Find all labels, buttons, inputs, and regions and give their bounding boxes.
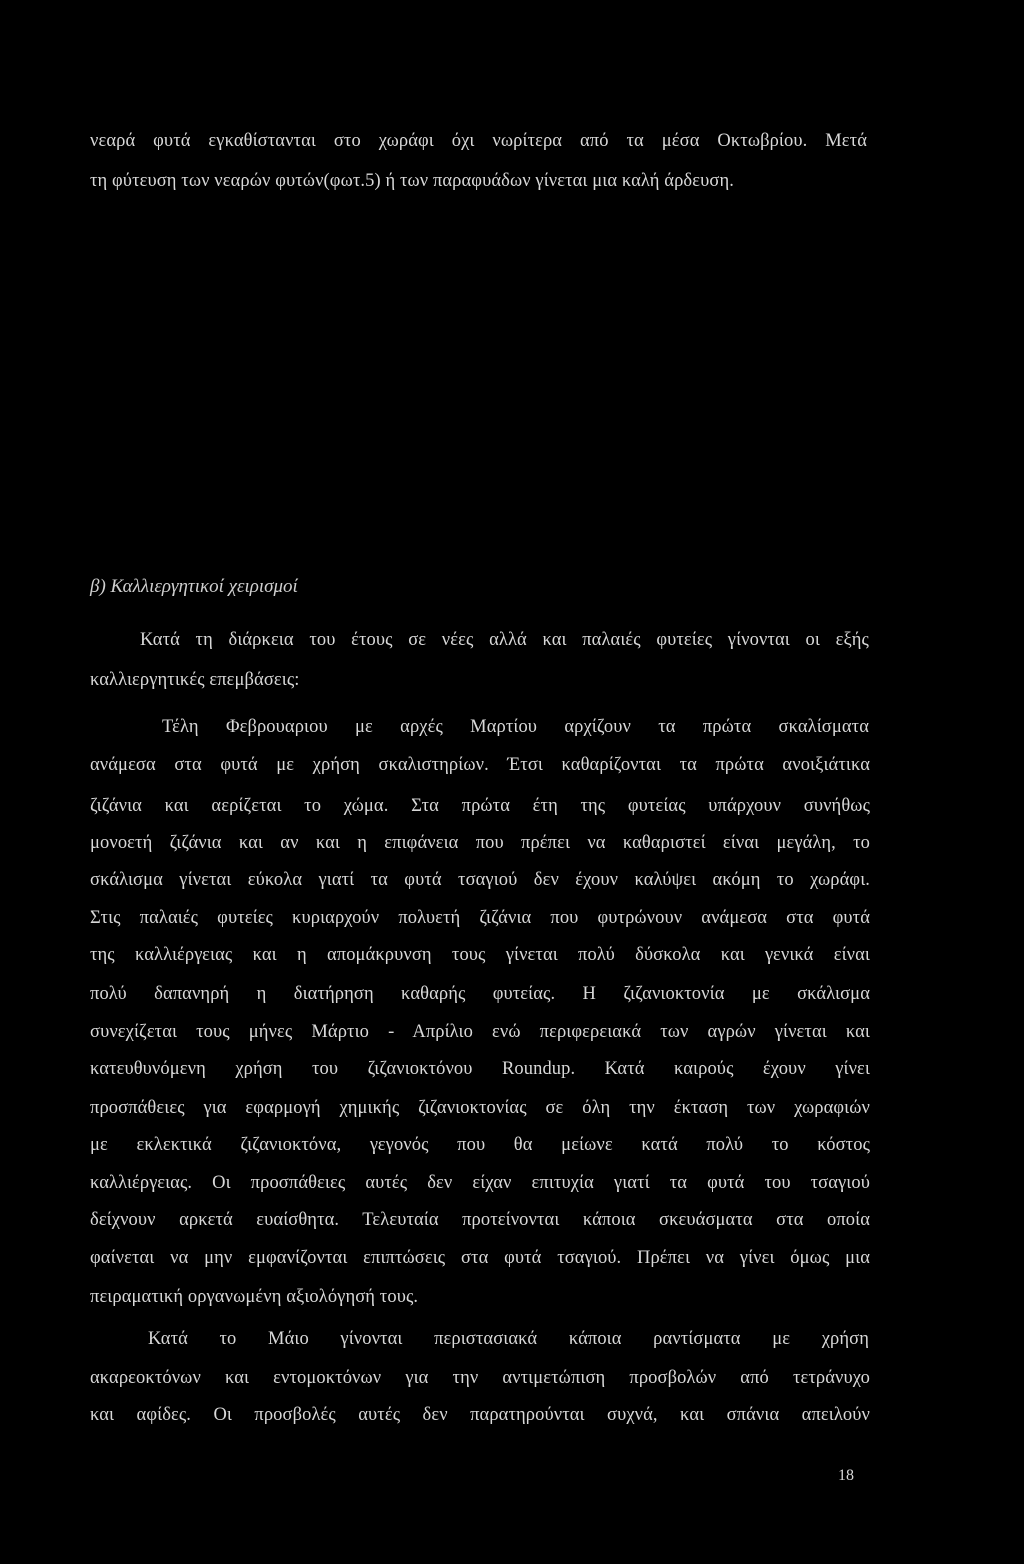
text-line: πολύ δαπανηρή η διατήρηση καθαρής φυτείας. Η ζιζανιοκτονία με σκάλισμα (90, 984, 870, 1004)
text-line: καλλιεργητικές επεμβάσεις: (90, 670, 300, 690)
text-line: Στις παλαιές φυτείες κυριαρχούν πολυετή ζιζάνια που φυτρώνουν ανάμεσα στα φυτά (90, 908, 870, 928)
text-line: συνεχίζεται τους μήνες Μάρτιο - Απρίλιο ενώ περιφερειακά των αγρών γίνεται και (90, 1022, 870, 1042)
text-line: ανάμεσα στα φυτά με χρήση σκαλιστηρίων. Έτσι καθαρίζονται τα πρώτα ανοιξιάτικα (90, 755, 870, 775)
page-number: 18 (838, 1467, 854, 1484)
text-line: σκάλισμα γίνεται εύκολα γιατί τα φυτά τσαγιού δεν έχουν καλύψει ακόμη το χωράφι. (90, 870, 870, 890)
text-line: Κατά το Μάιο γίνονται περιστασιακά κάποια ραντίσματα με χρήση (148, 1329, 869, 1349)
section-heading: β) Καλλιεργητικοί χειρισμοί (90, 576, 298, 597)
text-line: νεαρά φυτά εγκαθίστανται στο χωράφι όχι νωρίτερα από τα μέσα Οκτωβρίου. Μετά (90, 131, 867, 151)
text-line: και αφίδες. Οι προσβολές αυτές δεν παρατηρούνται συχνά, και σπάνια απειλούν (90, 1405, 870, 1425)
text-line: της καλλιέργειας και η απομάκρυνση τους γίνεται πολύ δύσκολα και γενικά είναι (90, 945, 870, 965)
text-line: Τέλη Φεβρουαριου με αρχές Μαρτίου αρχίζουν τα πρώτα σκαλίσματα (162, 717, 869, 737)
text-line: φαίνεται να μην εμφανίζονται επιπτώσεις στα φυτά τσαγιού. Πρέπει να γίνει όμως μια (90, 1248, 870, 1268)
text-line: ακαρεοκτόνων και εντομοκτόνων για την αντιμετώπιση προσβολών από τετράνυχο (90, 1368, 870, 1388)
text-line: τη φύτευση των νεαρών φυτών(φωτ.5) ή των παραφυάδων γίνεται μια καλή άρδευση. (90, 171, 734, 191)
text-line: δείχνουν αρκετά ευαίσθητα. Τελευταία προτείνονται κάποια σκευάσματα στα οποία (90, 1210, 870, 1230)
text-line: κατευθυνόμενη χρήση του ζιζανιοκτόνου Roundup. Κατά καιρούς έχουν γίνει (90, 1059, 870, 1079)
text-line: μονοετή ζιζάνια και αν και η επιφάνεια που πρέπει να καθαριστεί είναι μεγάλη, το (90, 833, 870, 853)
text-line: καλλιέργειας. Οι προσπάθειες αυτές δεν είχαν επιτυχία γιατί τα φυτά του τσαγιού (90, 1173, 870, 1193)
text-line: προσπάθειες για εφαρμογή χημικής ζιζανιοκτονίας σε όλη την έκταση των χωραφιών (90, 1098, 870, 1118)
text-line: Κατά τη διάρκεια του έτους σε νέες αλλά και παλαιές φυτείες γίνονται οι εξής (140, 630, 869, 650)
text-line: με εκλεκτικά ζιζανιοκτόνα, γεγονός που θα μείωνε κατά πολύ το κόστος (90, 1135, 870, 1155)
text-line: πειραματική οργανωμένη αξιολόγησή τους. (90, 1287, 419, 1307)
text-line: ζιζάνια και αερίζεται το χώμα. Στα πρώτα έτη της φυτείας υπάρχουν συνήθως (90, 796, 870, 816)
